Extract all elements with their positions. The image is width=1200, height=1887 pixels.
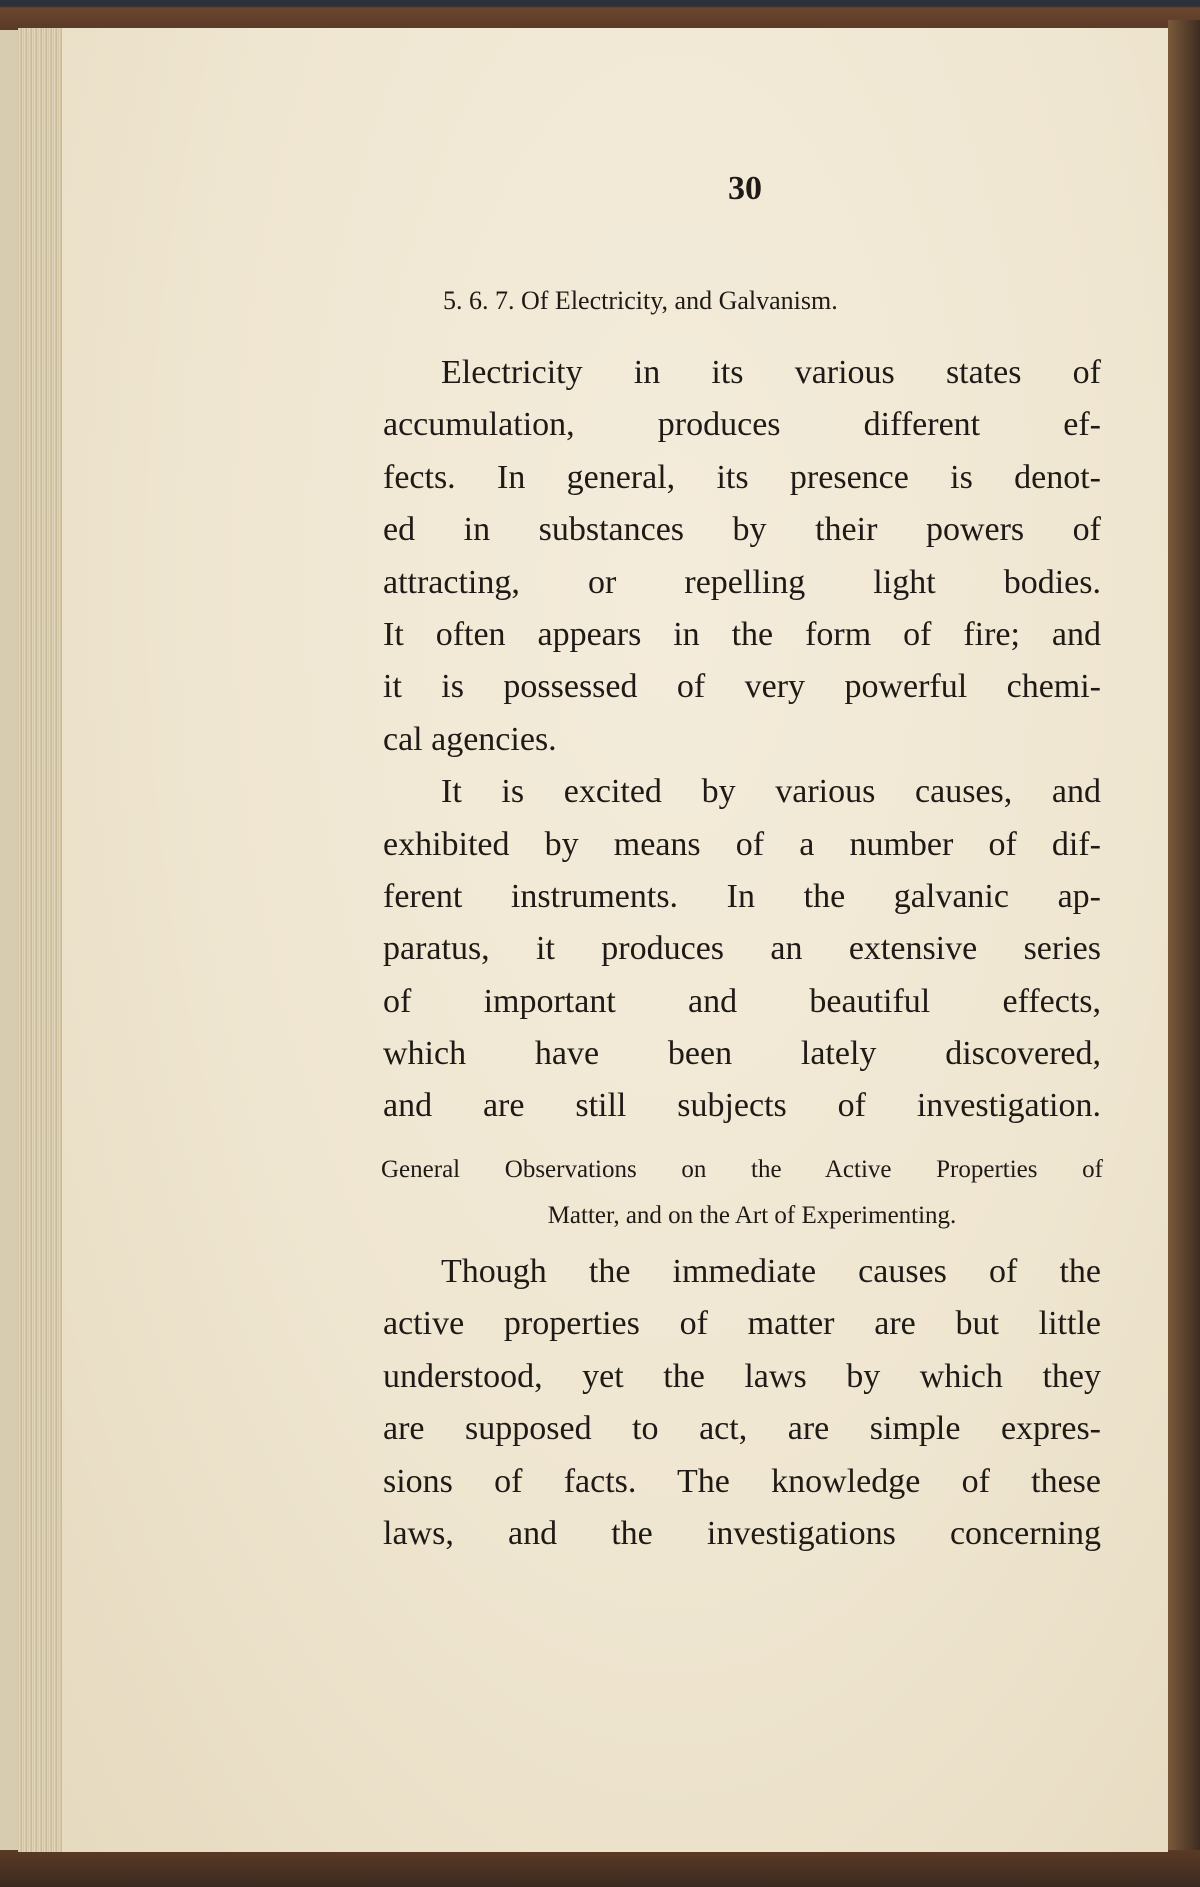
text-line: ed in substances by their powers of bbox=[383, 511, 1101, 549]
subheading-line: Matter, and on the Art of Experimenting. bbox=[547, 1202, 957, 1229]
subheading bbox=[381, 1147, 1103, 1239]
text-line: Though the immediate causes of the bbox=[441, 1253, 1101, 1290]
text-line: understood, yet the laws by which they bbox=[383, 1357, 1101, 1395]
subheading-line: General Observations on the Active Properties of bbox=[381, 1156, 1103, 1183]
book-cover-bottom bbox=[0, 1850, 1200, 1887]
text-line: are supposed to act, are simple expres- bbox=[383, 1410, 1101, 1448]
text-line: active properties of matter are but little bbox=[383, 1305, 1101, 1343]
text-line: It often appears in the form of fire; and bbox=[383, 615, 1101, 653]
text-line: It is excited by various causes, and bbox=[441, 773, 1101, 811]
text-line: cal agencies. bbox=[383, 720, 557, 758]
text-line: attracting, or repelling light bodies. bbox=[383, 563, 1101, 601]
facing-page-edge bbox=[0, 30, 20, 1850]
book-cover-top bbox=[0, 0, 1200, 30]
book-cover-right bbox=[1168, 20, 1200, 1860]
text-line: ferent instruments. In the galvanic ap- bbox=[383, 877, 1101, 915]
paragraph-3 bbox=[383, 1246, 1101, 1560]
text-line: accumulation, produces different ef- bbox=[383, 406, 1101, 444]
text-line: fects. In general, its presence is denot- bbox=[383, 458, 1101, 496]
text-line: laws, and the investigations concerning bbox=[383, 1514, 1101, 1552]
text-line: it is possessed of very powerful chemi- bbox=[383, 668, 1101, 706]
text-line: and are still subjects of investigation. bbox=[383, 1087, 1101, 1125]
section-heading: 5. 6. 7. Of Electricity, and Galvanism. bbox=[443, 286, 838, 315]
text-line: of important and beautiful effects, bbox=[383, 982, 1101, 1020]
text-line: which have been lately discovered, bbox=[383, 1035, 1101, 1073]
paragraph-1 bbox=[383, 347, 1101, 1133]
page-number: 30 bbox=[728, 170, 762, 207]
text-line: paratus, it produces an extensive series bbox=[383, 930, 1101, 968]
text-line: exhibited by means of a number of dif- bbox=[383, 825, 1101, 863]
text-line: sions of facts. The knowledge of these bbox=[383, 1462, 1101, 1500]
text-line: Electricity in its various states of bbox=[441, 354, 1101, 391]
